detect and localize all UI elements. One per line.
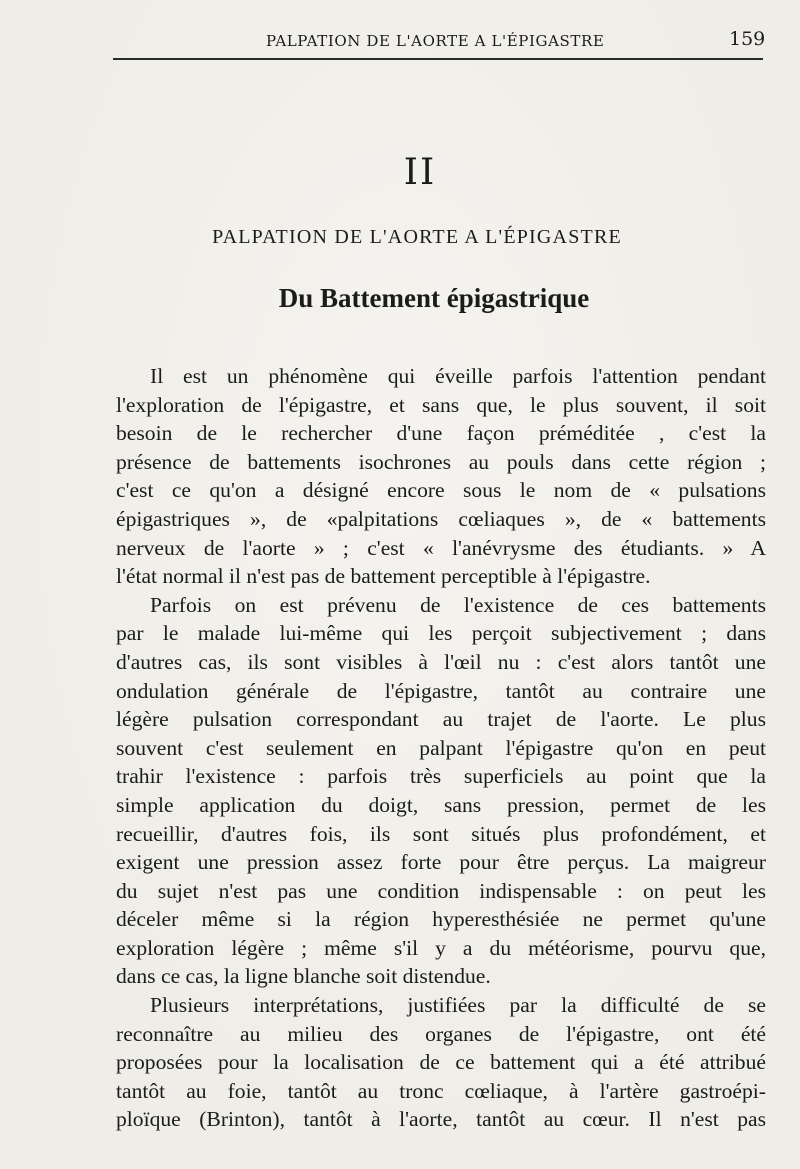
text-line: légère pulsation correspondant au trajet de l'aorte. Le plus xyxy=(116,707,766,732)
text-line: par le malade lui-même qui les perçoit subjectivement ; dans xyxy=(116,621,766,646)
text-line: déceler même si la région hyperesthésiée ne permet qu'une xyxy=(116,907,766,932)
running-header xyxy=(0,28,800,58)
text-line: exploration légère ; même s'il y a du météorisme, pourvu que, xyxy=(116,935,766,960)
text-line: souvent c'est seulement en palpant l'épigastre qu'on en peut xyxy=(116,735,766,760)
text-line: tantôt au foie, tantôt au tronc cœliaque, à l'artère gastroépi- xyxy=(116,1078,766,1103)
text-line: c'est ce qu'on a désigné encore sous le nom de « pulsations xyxy=(116,478,766,503)
text-line: présence de battements isochrones au pouls dans cette région ; xyxy=(116,449,766,474)
chapter-title: PALPATION DE L'AORTE A L'ÉPIGASTRE xyxy=(212,226,622,248)
text-line: ondulation générale de l'épigastre, tantôt au contraire une xyxy=(116,678,766,703)
text-line: reconnaître au milieu des organes de l'épigastre, ont été xyxy=(116,1021,766,1046)
text-line: besoin de le rechercher d'une façon préméditée , c'est la xyxy=(116,421,766,446)
text-line: Plusieurs interprétations, justifiées par la difficulté de se xyxy=(150,993,766,1018)
text-line: trahir l'existence : parfois très superficiels au point que la xyxy=(116,764,766,789)
text-line: épigastriques », de «palpitations cœliaques », de « battements xyxy=(116,506,766,531)
running-title: PALPATION DE L'AORTE A L'ÉPIGASTRE xyxy=(266,32,605,50)
text-line: Parfois on est prévenu de l'existence de ces battements xyxy=(150,592,766,617)
text-line: l'état normal il n'est pas de battement perceptible à l'épigastre. xyxy=(116,564,651,589)
text-line: du sujet n'est pas une condition indispensable : on peut les xyxy=(116,878,766,903)
body-text xyxy=(116,362,766,1134)
text-line: recueillir, d'autres fois, ils sont situés plus profondément, et xyxy=(116,821,766,846)
text-line: l'exploration de l'épigastre, et sans que, le plus souvent, il soit xyxy=(116,392,766,417)
page-number: 159 xyxy=(729,28,766,50)
section-heading: Du Battement épigastrique xyxy=(278,283,590,313)
text-line: d'autres cas, ils sont visibles à l'œil nu : c'est alors tantôt une xyxy=(116,649,766,674)
text-line: simple application du doigt, sans pression, permet de les xyxy=(116,792,766,817)
text-line: dans ce cas, la ligne blanche soit distendue. xyxy=(116,964,491,989)
text-line: Il est un phénomène qui éveille parfois l'attention pendant xyxy=(150,364,766,388)
text-line: exigent une pression assez forte pour être perçus. La maigreur xyxy=(116,850,766,875)
text-line: nerveux de l'aorte » ; c'est « l'anévrysme des étudiants. » A xyxy=(116,535,766,560)
chapter-number: II xyxy=(403,152,437,193)
text-line: ploïque (Brinton), tantôt à l'aorte, tantôt au cœur. Il n'est pas xyxy=(116,1107,766,1132)
header-rule xyxy=(113,58,763,60)
text-line: proposées pour la localisation de ce battement qui a été attribué xyxy=(116,1050,766,1075)
